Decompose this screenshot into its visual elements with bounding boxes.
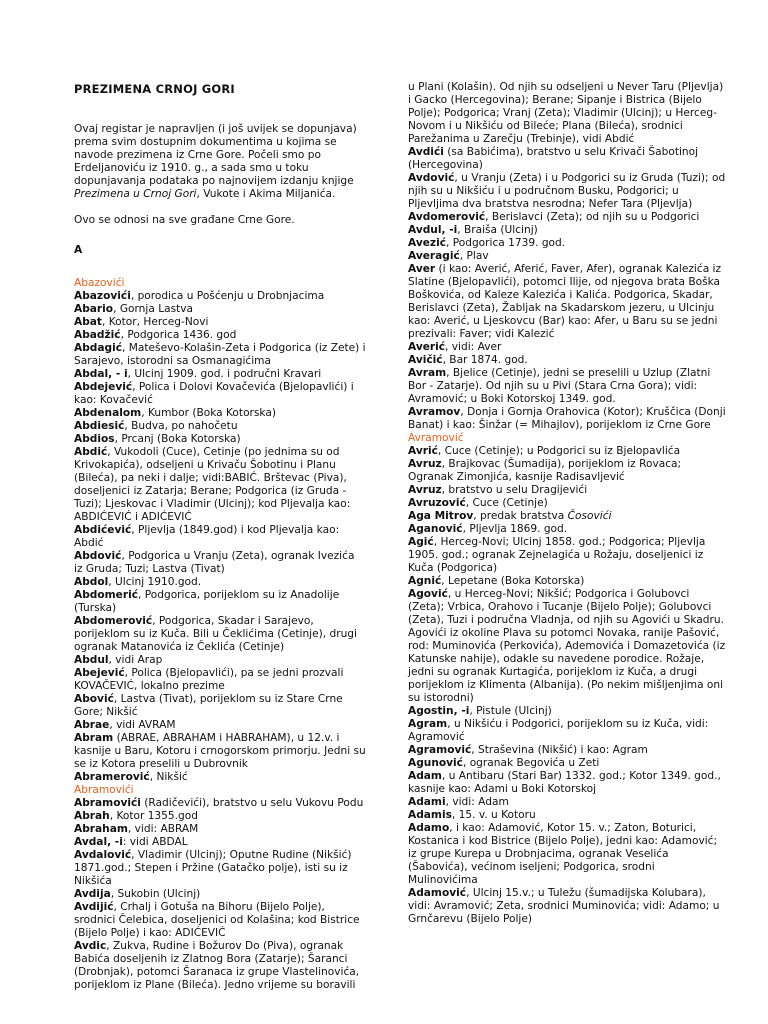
surname-description: , u Nikšiću i Podgorici, porijeklom su iz Kuča, vidi: Agramović xyxy=(408,718,709,743)
surname-description: , Podgorica, Skadar i Sarajevo, porijeklom su iz Kuča. Bili u Čeklićima (Cetinje), drugi ogranak Matanovića iz Čeklića (Cetinje) xyxy=(74,615,357,653)
surname-entry xyxy=(74,823,366,836)
surname: Adamis xyxy=(408,809,452,821)
surname-description: , Straševina (Nikšić) i kao: Agram xyxy=(471,744,648,756)
surname-description: , Brajkovac (Šumadija), porijeklom iz Rovaca; Ogranak Zimonjića, kasnije Radisavljević xyxy=(408,458,682,483)
surname-entry xyxy=(74,446,366,524)
surname-description: , vidi Arap xyxy=(108,654,163,666)
surname-entry xyxy=(408,796,726,809)
surname-entry xyxy=(408,718,726,744)
surname: Avramov xyxy=(408,406,461,418)
surname-entry xyxy=(74,589,366,615)
surname: Abdol xyxy=(74,576,109,588)
surname-description: (i kao: Averić, Aferić, Faver, Afer), ogranak Kalezića iz Slatine (Bjelopavlići), potomci Ilije, od njegova brata Boška Boškovića, od Kaleze Kalezića i Kalića. Podgorica, Skadar, Berislavci (Zeta), Žabljak na Skadarskom jezeru, u Ulcinju kao: Averić, u Ljeskovcu (Bar) kao: Afer, u Baru su se jedni prezivali: Faver; vidi Kalezić xyxy=(408,263,722,340)
surname-entry xyxy=(408,250,726,263)
surname-entry xyxy=(408,484,726,497)
surname: Abdomerić xyxy=(74,589,139,601)
section-letter: A xyxy=(74,244,83,256)
right-column xyxy=(408,81,726,926)
surname-description: , Lastva (Tivat), porijeklom su iz Stare Crne Gore; Nikšić xyxy=(74,693,343,718)
surname-entry xyxy=(408,588,726,705)
surname: Avrić xyxy=(408,445,438,457)
surname-group-heading: Abramovići xyxy=(74,784,134,796)
surname-entry xyxy=(74,615,366,654)
surname-description: , bratstvo u selu Dragijevići xyxy=(441,484,588,496)
surname-description: , ogranak Begovića u Zeti xyxy=(462,757,600,769)
surname-entry xyxy=(408,445,726,458)
surname-description: , Herceg-Novi; Ulcinj 1858. god.; Podgorica; Pljevlja 1905. god.; ogranak Zejnelagića u Rožaju, doseljenici iz Kuča (Podgorica) xyxy=(408,536,706,574)
surname-description: , Cuce (Cetinje); u Podgorici su iz Bjelopavlića xyxy=(437,445,681,457)
surname: Averić xyxy=(408,341,446,353)
page-title: PREZIMENA CRNOJ GORI xyxy=(74,82,235,96)
intro-paragraph xyxy=(74,123,366,201)
surname-description: , vidi: ABRAM xyxy=(127,823,199,835)
surname: Abrah xyxy=(74,810,110,822)
surname-entry xyxy=(74,667,366,693)
surname-description: , Cuce (Cetinje) xyxy=(465,497,548,509)
surname-entry xyxy=(408,172,726,211)
surname-description: , Kumbor (Boka Kotorska) xyxy=(141,407,276,419)
surname-entry xyxy=(74,407,366,420)
surname-description: , Crhalj i Gotuša na Bihoru (Bijelo Polje), srodnici Čelebica, doseljenici od Kolašina; kod Bistrice (Bijelo Polje) i kao: ADIĆEVIĆ xyxy=(74,901,360,939)
surname: Agunović xyxy=(408,757,463,769)
surname-description: , Polica (Bjelopavlići), pa se jedni prozvali KOVAČEVIĆ, lokalno prezime xyxy=(74,667,344,692)
surname: Avdović xyxy=(408,172,455,184)
surname: Averagić xyxy=(408,250,460,262)
surname: Abat xyxy=(74,316,102,328)
surname-entry xyxy=(74,940,366,992)
surname: Abdić xyxy=(74,446,108,458)
surname-entry xyxy=(74,888,366,901)
surname: Avruz xyxy=(408,458,442,470)
surname-group-heading: Abazovići xyxy=(74,277,125,289)
left-entries xyxy=(74,277,366,992)
surname-entry xyxy=(408,211,726,224)
surname-description: , porodica u Pošćenju u Drobnjacima xyxy=(130,290,325,302)
surname: Agnić xyxy=(408,575,442,587)
surname-description: , Braiša (Ulcinj) xyxy=(457,224,538,236)
surname-description: , Zukva, Rudine i Božurov Do (Piva), ogranak Babića doseljenih iz Zlatnog Bora (Zatarje); Šaranci (Drobnjak), potomci Šaranaca iz grupe Vlastelinovića, porijeklom iz Plane (Bileća). Jedno vrijeme su boravili xyxy=(74,940,360,991)
surname-description: u Plani (Kolašin). Od njih su odseljeni u Never Taru (Pljevlja) i Gacko (Hercegovina); Berane; Sipanje i Bistrica (Bijelo Polje); Podgorica; Vranj (Zeta); Vladimir (Ulcinj); u Herceg-Novom i u Nikšiću od Bileće; Plana (Bileća), srodnici Parežanima u Zarečju (Trebinje), vidi Abdić xyxy=(408,81,724,145)
surname-entry xyxy=(74,550,366,576)
surname: Agramović xyxy=(408,744,472,756)
intro-text-end: , Vukote i Akima Miljanića. xyxy=(196,188,336,200)
surname-description: , Kotor 1355.god xyxy=(109,810,198,822)
surname-entry xyxy=(74,290,366,303)
surname: Abdejević xyxy=(74,381,133,393)
surname-entry xyxy=(408,263,726,341)
surname-description: , u Herceg-Novi; Nikšić; Podgorica i Golubovci (Zeta); Vrbica, Orahovo i Tucanje (Bijelo Polje); Golubovci (Zeta), Tuzi i područna Vladnja, od njih su Agovići u Skadru. Agovići iz okoline Plava su potomci Novaka, ranije Pašović, rod: Muminovića (Perkovića), Ademovića i Domazetovića (iz Katunske nahije), odakle su navedene porodice. Rožaje, jedni su ogranak Kurtagića, porijeklom iz Kuča, a drugi porijeklom iz Klimenta (Albanija). (Po nekim mišljenjima oni su istorodni) xyxy=(408,588,726,704)
surname: Abdićević xyxy=(74,524,132,536)
surname-description: , Ulcinj 15.v.; u Tuležu (šumadijska Kolubara), vidi: Avramović; Zeta, srodnici Muminovića; vidi: Adamo; u Grnčarevu (Bijelo Polje) xyxy=(408,887,720,925)
surname-description: , Gornja Lastva xyxy=(113,303,194,315)
note-paragraph: Ovo se odnosi na sve građane Crne Gore. xyxy=(74,214,295,226)
surname-entry xyxy=(408,146,726,172)
surname-description: , Donja i Gornja Orahovica (Kotor); Kruščica (Donji Banat) i kao: Šinžar (= Mihajlov), porijeklom iz Crne Gore xyxy=(408,406,726,431)
surname: Abramerović xyxy=(74,771,150,783)
surname-description: , u Antibaru (Stari Bar) 1332. god.; Kotor 1349. god., kasnije kao: Adami u Boki Kotorskoj xyxy=(408,770,721,795)
surname-entry xyxy=(408,536,726,575)
surname-description: , Ulcinj 1909. god. i područni Kravari xyxy=(127,368,322,380)
surname-entry xyxy=(74,836,366,849)
surname-description: , u Vranju (Zeta) i u Podgorici su iz Gruda (Tuzi); od njih su u Nikšiću i u područnom Busku, Podgorici; u Pljevljima dva bratstva nesrodna; Nefer Tara (Pljevlja) xyxy=(408,172,726,210)
surname-entry xyxy=(74,368,366,381)
surname: Abram xyxy=(74,732,114,744)
surname-description: , vidi AVRAM xyxy=(109,719,176,731)
surname-description: , Pljevlja 1869. god. xyxy=(462,523,568,535)
intro-book-title: Prezimena u Crnoj Gori xyxy=(74,188,197,200)
surname-entry xyxy=(408,341,726,354)
surname: Avdul, -i xyxy=(408,224,458,236)
surname-entry xyxy=(408,458,726,484)
surname-description: (ABRAE, ABRAHAM i HABRAHAM), u 12.v. i kasnije u Baru, Kotoru i crnogorskom primorju. Jedni su se iz Kotora preselili u Dubrovnik xyxy=(74,732,366,770)
surname: Avdija xyxy=(74,888,111,900)
surname-description: , Bjelice (Cetinje), jedni se preselili u Uzlup (Zlatni Bor - Zatarje). Od njih su u Pivi (Stara Crna Gora); vidi: Avramović; u Boki Kotorskoj 1349. god. xyxy=(408,367,711,405)
surname-description: , Plav xyxy=(459,250,489,262)
surname-entry xyxy=(74,381,366,407)
surname: Abraham xyxy=(74,823,128,835)
surname: Adam xyxy=(408,770,442,782)
surname-entry xyxy=(74,342,366,368)
surname: Avdal, -i xyxy=(74,836,123,848)
surname-description: , Prcanj (Boka Kotorska) xyxy=(114,433,241,445)
surname-description: , vidi: Aver xyxy=(445,341,502,353)
surname-italic-note: Čosovići xyxy=(567,510,612,522)
surname: Agram xyxy=(408,718,448,730)
surname-description: , 15. v. u Kotoru xyxy=(451,809,536,821)
surname-description: , Polica i Dolovi Kovačevića (Bjelopavlići) i kao: Kovačević xyxy=(74,381,354,406)
surname: Abdović xyxy=(74,550,122,562)
surname: Adami xyxy=(408,796,446,808)
surname: Abrae xyxy=(74,719,110,731)
surname: Abdal, - i xyxy=(74,368,128,380)
surname-entry xyxy=(74,576,366,589)
surname-description: , Podgorica u Vranju (Zeta), ogranak Ivezića iz Gruda; Tuzi; Lastva (Tivat) xyxy=(74,550,355,575)
intro-text: Ovaj registar je napravljen (i još uvijek se dopunjava) prema svim dostupnim dokumentima u kojima se navode prezimena iz Crne Gore. Počeli smo po Erdeljanoviću iz 1910. g., a sada smo u toku dopunjavanja podataka po najnovijem izdanju knjige xyxy=(74,123,357,187)
surname: Avdalović xyxy=(74,849,132,861)
surname-entry xyxy=(74,329,366,342)
surname-description: , Budva, po nahočetu xyxy=(124,420,238,432)
surname-description: , predak bratstva xyxy=(473,510,568,522)
right-entries xyxy=(408,81,726,926)
surname: Avdic xyxy=(74,940,107,952)
surname-description: , Pljevlja (1849.god) i kod Pljevalja kao: Abdić xyxy=(74,524,340,549)
surname-description: , Nikšić xyxy=(149,771,188,783)
surname-description: , Kotor, Herceg-Novi xyxy=(102,316,209,328)
surname: Abović xyxy=(74,693,114,705)
surname-description: (sa Babićima), bratstvo u selu Krivači Šabotinoj (Hercegovina) xyxy=(408,146,699,171)
surname-entry xyxy=(408,237,726,250)
surname-entry xyxy=(408,523,726,536)
surname: Avruz xyxy=(408,484,442,496)
surname-entry xyxy=(408,705,726,718)
surname-entry xyxy=(74,771,366,784)
surname: Aga Mitrov xyxy=(408,510,474,522)
surname: Abdios xyxy=(74,433,115,445)
surname: Avruzović xyxy=(408,497,466,509)
surname-description: , Podgorica, porijeklom su iz Anadolije (Turska) xyxy=(74,589,340,614)
surname: Aganović xyxy=(408,523,463,535)
surname-entry xyxy=(408,81,726,146)
surname-description: , Vukodoli (Cuce), Cetinje (po jednima su od Krivokapića), odseljeni u Krivaču Šobotinu i Planu (Bileća), pa neki i dalje; vidi:BABIĆ. Brštevac (Piva), doseljenici iz Zatarja; Berane; Podgorica (iz Gruda - Tuzi); Ljeskovac i Vladimir (Ulcinj); kod Pljevalja kao: ABDIĆEVIĆ i ADIĆEVIĆ xyxy=(74,446,351,523)
surname: Abdul xyxy=(74,654,109,666)
surname: Avdići xyxy=(408,146,444,158)
surname-description: , i kao: Adamović, Kotor 15. v.; Zaton, Boturici, Kostanica i kod Bistrice (Bijelo Polje), jedni kao: Adamović; iz grupe Kurepa u Drobnjacima, ogranak Veselića (Šabovića), većinom iseljeni; Podgorica, srodni Mulinovićima xyxy=(408,822,718,886)
surname: Avezić xyxy=(408,237,446,249)
surname-entry xyxy=(408,510,726,523)
left-column xyxy=(74,81,366,992)
surname-description: , Lepetane (Boka Kotorska) xyxy=(441,575,585,587)
surname: Avičić xyxy=(408,354,443,366)
surname: Abazovići xyxy=(74,290,131,302)
surname-entry xyxy=(74,810,366,823)
surname-entry xyxy=(74,901,366,940)
surname-group-heading: Avramović xyxy=(408,432,464,444)
surname-entry xyxy=(408,224,726,237)
surname: Agović xyxy=(408,588,448,600)
surname-entry xyxy=(408,770,726,796)
surname: Abdiesić xyxy=(74,420,125,432)
surname-description: , Vladimir (Ulcinj); Oputne Rudine (Nikšić) 1871.god.; Stepen i Pržine (Gatačko polje), isti su iz Nikšića xyxy=(74,849,352,887)
surname: Avdijić xyxy=(74,901,114,913)
surname: Abramovići xyxy=(74,797,141,809)
surname-entry xyxy=(74,420,366,433)
surname: Adamo xyxy=(408,822,450,834)
surname: Abdomerović xyxy=(74,615,153,627)
surname-description: (Radičevići), bratstvo u selu Vukovu Podu xyxy=(140,797,364,809)
surname-entry xyxy=(74,693,366,719)
surname-description: , Mateševo-Kolašin-Zeta i Podgorica (iz Zete) i Sarajevo, istorodni sa Osmanagićima xyxy=(74,342,366,367)
surname-entry xyxy=(74,316,366,329)
surname-entry xyxy=(408,744,726,757)
surname-entry xyxy=(408,887,726,926)
surname-entry xyxy=(408,822,726,887)
surname: Avram xyxy=(408,367,447,379)
surname-entry xyxy=(408,354,726,367)
surname-entry xyxy=(74,654,366,667)
surname: Agostin, -i xyxy=(408,705,470,717)
surname: Abdagić xyxy=(74,342,123,354)
surname-description: , Bar 1874. god. xyxy=(442,354,528,366)
surname-entry xyxy=(74,433,366,446)
surname: Avdomerović xyxy=(408,211,486,223)
surname-entry xyxy=(74,303,366,316)
surname: Abdenalom xyxy=(74,407,142,419)
surname: Abejević xyxy=(74,667,125,679)
surname-entry xyxy=(74,524,366,550)
surname-description: , Ulcinj 1910.god. xyxy=(108,576,202,588)
surname-entry xyxy=(74,797,366,810)
surname-entry xyxy=(74,732,366,771)
surname: Aver xyxy=(408,263,436,275)
surname: Abario xyxy=(74,303,114,315)
surname-description: , Podgorica 1436. god xyxy=(120,329,237,341)
surname-entry xyxy=(408,406,726,432)
surname-description: : vidi ABDAL xyxy=(122,836,188,848)
surname-entry xyxy=(74,849,366,888)
surname: Abadžić xyxy=(74,329,121,341)
surname-entry xyxy=(408,575,726,588)
surname-entry xyxy=(74,719,366,732)
surname-description: , Sukobin (Ulcinj) xyxy=(110,888,201,900)
surname-entry xyxy=(408,497,726,510)
surname: Agić xyxy=(408,536,434,548)
surname-description: , Podgorica 1739. god. xyxy=(446,237,566,249)
surname: Adamović xyxy=(408,887,467,899)
surname-entry xyxy=(408,809,726,822)
surname-description: , Pistule (Ulcinj) xyxy=(469,705,552,717)
surname-entry xyxy=(408,367,726,406)
surname-description: , vidi: Adam xyxy=(445,796,509,808)
surname-entry xyxy=(408,757,726,770)
surname-description: , Berislavci (Zeta); od njih su u Podgorici xyxy=(485,211,700,223)
